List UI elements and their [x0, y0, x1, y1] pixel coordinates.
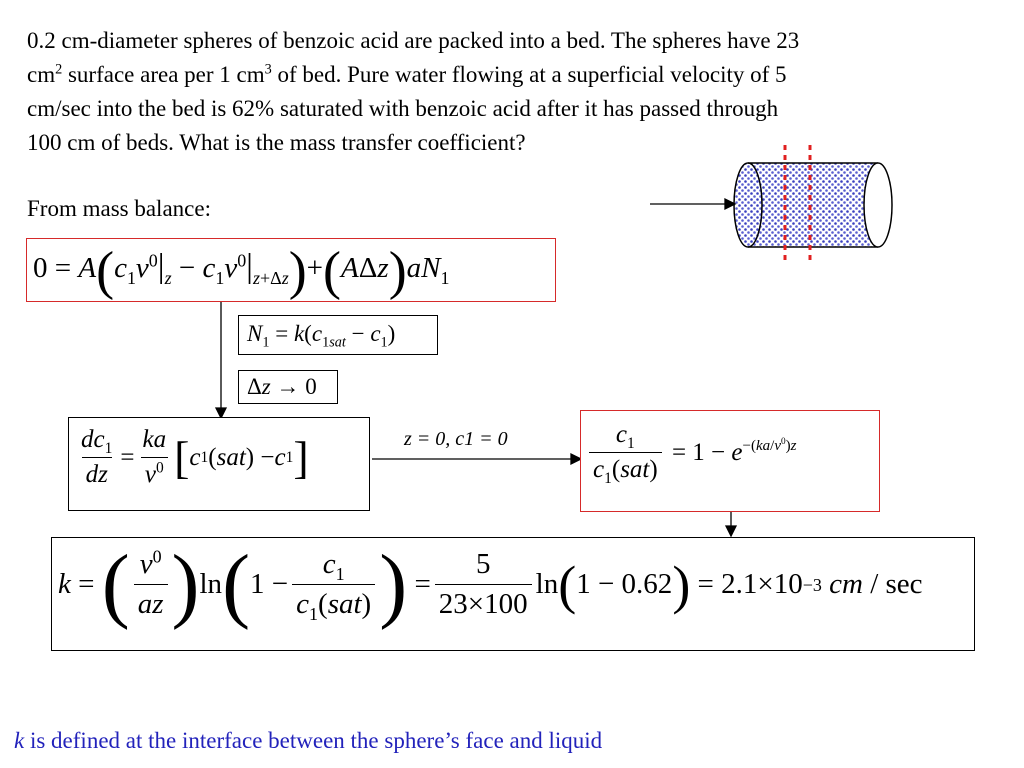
flow-arrow-icon [650, 199, 735, 209]
flux-equation: $N_1 = k(c_{1sat} - c_1)$ [238, 315, 438, 355]
differential-equation: $\frac{dc_1}{dz}$ = $\frac{ka}{v^0}$ [ c 1 ( sat ) − c 1 ] [68, 417, 370, 511]
packed-bed-cylinder-icon [734, 145, 892, 262]
problem-line-4: 100 cm of beds. What is the mass transfer coefficient? [27, 130, 526, 155]
mass-balance-equation: $0 = A(c_1v^0|_z - c_1v^0|_{z+\Delta z})+(A\Delta z)aN_1$ [26, 238, 556, 302]
footnote: k is defined at the interface between the sphere’s face and liquid [14, 728, 603, 753]
limit-expression: Δz → 0 [238, 370, 338, 404]
problem-line-1: 0.2 cm-diameter spheres of benzoic acid are packed into a bed. The spheres have 23 [27, 28, 800, 53]
problem-line-3: cm/sec into the bed is 62% saturated with benzoic acid after it has passed through [27, 96, 779, 121]
solution-equation: $\frac{c_1}{c_1(sat)}$ = $1 - e^{-(ka/v^0)z}$ [580, 410, 880, 512]
problem-line-2: $cm^2$ surface area per 1 $cm^3$ of bed. Pure water flowing at a superficial velocity of 5 [27, 61, 787, 87]
result-equation: k = ( $\frac{v^0}{az}$ ) ln ( 1 − $\frac{c_1}{c_1(sat)}$ ) = $\frac{5}{23\times 100}$ ln ( 1 − 0.62 ) = 2.1×10 −3 cm / sec [51, 537, 975, 651]
boundary-condition: z = 0, c1 = 0 [404, 428, 508, 450]
mass-balance-label: From mass balance: [27, 196, 211, 221]
